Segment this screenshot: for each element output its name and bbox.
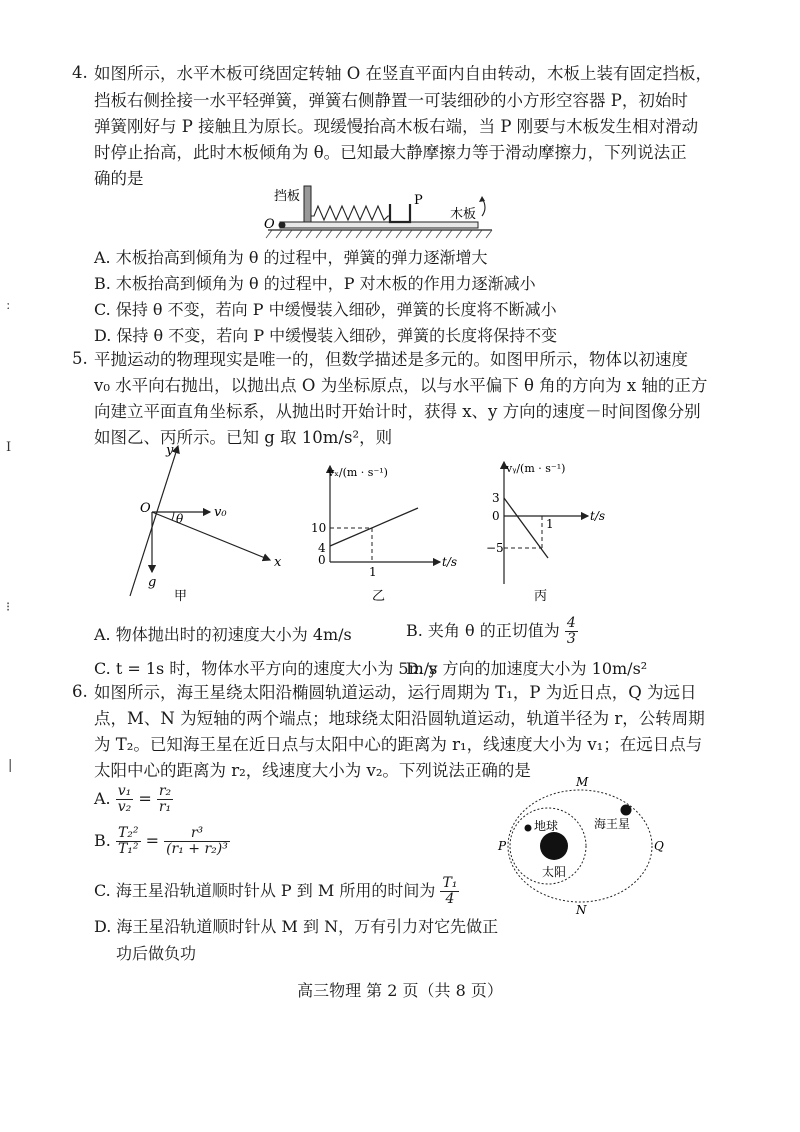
figure-caption: 甲 [174, 589, 188, 604]
question-text-line: 时停止抬高，此时木板倾角为 θ。已知最大静摩擦力等于滑动摩擦力，下列说法正 [94, 143, 687, 162]
figure-yi [310, 462, 470, 608]
denominator: r₁ [158, 799, 172, 815]
axis-label: y [166, 443, 174, 458]
denominator: 3 [566, 631, 576, 647]
spring-board-figure [250, 178, 500, 242]
question-number: 4. [72, 63, 88, 82]
earth-icon [525, 825, 532, 832]
option-b[interactable] [94, 826, 230, 857]
container-label: P [414, 193, 423, 208]
page-footer: 高三物理 第 2 页（共 8 页） [297, 981, 503, 1000]
question-number: 5. [72, 349, 88, 368]
margin-mark: ⁝ [6, 600, 11, 615]
option-d[interactable]: D. 保持 θ 不变，若向 P 中缓慢装入细砂，弹簧的长度将保持不变 [94, 326, 558, 345]
denominator: 4 [445, 891, 455, 907]
denominator: v₂ [117, 799, 132, 815]
pivot-icon [279, 222, 286, 229]
axis-label: vᵧ/(m · s⁻¹) [506, 462, 566, 475]
axis-label: t/s [442, 555, 458, 569]
figure-caption: 丙 [534, 589, 548, 604]
figure-bing [486, 458, 616, 608]
margin-mark: ː [6, 298, 11, 313]
question-text-line: v₀ 水平向右抛出，以抛出点 O 为坐标原点，以与水平偏下 θ 角的方向为 x 轴的正方 [94, 376, 708, 395]
tick-label: −5 [486, 541, 504, 555]
earth-label: 地球 [534, 819, 559, 833]
question-text-line: 向建立平面直角坐标系，从抛出时开始计时，获得 x、y 方向的速度－时间图像分别 [94, 402, 701, 421]
option-a[interactable]: A. 物体抛出时的初速度大小为 4m/s [94, 625, 352, 644]
pivot-label: O [264, 217, 275, 232]
option-b[interactable] [406, 616, 578, 647]
numerator: r³ [164, 826, 230, 842]
figure-jia [110, 440, 290, 606]
option-d-line: 功后做负功 [116, 944, 197, 963]
option-c[interactable]: C. t = 1s 时，物体水平方向的速度大小为 5m/s [94, 659, 438, 678]
option-label: B. [94, 831, 111, 850]
denominator: (r₁ + r₂)³ [166, 841, 228, 857]
point-label: M [576, 775, 589, 789]
tick-label: 1 [546, 517, 554, 531]
angle-label: θ [176, 512, 184, 526]
velocity-label: v₀ [214, 505, 227, 520]
option-c[interactable] [94, 876, 459, 907]
question-text-line: 挡板右侧拴接一水平轻弹簧，弹簧右侧静置一可装细砂的小方形空容器 P，初始时 [94, 91, 688, 110]
tick-label: 3 [492, 491, 500, 505]
question-text-line: 如图所示，水平木板可绕固定转轴 O 在竖直平面内自由转动，木板上装有固定挡板， [94, 64, 713, 83]
numerator: r₂ [158, 783, 172, 799]
option-label: A. [94, 789, 111, 808]
question-text-line: 点，M、N 为短轴的两个端点；地球绕太阳沿圆轨道运动，轨道半径为 r，公转周期 [94, 709, 705, 728]
axis-label: x [274, 555, 282, 570]
sun-label: 太阳 [542, 865, 567, 879]
axis-label: vₓ/(m · s⁻¹) [328, 466, 388, 479]
question-text-line: 太阳中心的距离为 r₂，线速度大小为 v₂。下列说法正确的是 [94, 761, 531, 780]
margin-mark: I [6, 440, 12, 455]
option-d[interactable] [94, 914, 498, 964]
tick-label: 0 [492, 509, 500, 523]
question-text-line: 如图乙、丙所示。已知 g 取 10m/s²，则 [94, 428, 393, 447]
numerator: v₁ [117, 783, 132, 799]
orbit-figure [496, 770, 666, 918]
numerator: 4 [566, 615, 576, 631]
question-text-line: 如图所示，海王星绕太阳沿椭圆轨道运动，运行周期为 T₁，P 为近日点，Q 为远日 [94, 683, 697, 702]
gravity-label: g [148, 575, 157, 590]
point-label: Q [654, 839, 664, 853]
option-b-text: B. 夹角 θ 的正切值为 [406, 621, 560, 640]
tick-label: 1 [369, 565, 377, 579]
board-label: 木板 [450, 207, 477, 222]
point-label: N [576, 903, 587, 917]
fraction [440, 876, 459, 907]
axis-label: t/s [590, 509, 606, 523]
option-d[interactable]: D. y 方向的加速度大小为 10m/s² [406, 659, 648, 678]
question-text-line: 为 T₂。已知海王星在近日点与太阳中心的距离为 r₁，线速度大小为 v₁；在远日点与 [94, 735, 703, 754]
spring-icon [311, 206, 390, 220]
sun-icon [540, 832, 568, 860]
equals-sign: = [145, 831, 159, 850]
neptune-icon [621, 805, 632, 816]
option-c-text: C. 海王星沿轨道顺时针从 P 到 M 所用的时间为 [94, 881, 436, 900]
fraction [565, 616, 578, 647]
numerator: T₁ [442, 875, 458, 891]
question-number: 6. [72, 682, 88, 701]
container-p-icon [390, 204, 410, 222]
option-c[interactable]: C. 保持 θ 不变，若向 P 中缓慢装入细砂，弹簧的长度将不断减小 [94, 300, 557, 319]
point-label: P [498, 839, 507, 853]
option-a[interactable] [94, 784, 173, 815]
question-text-line: 平抛运动的物理现实是唯一的，但数学描述是多元的。如图甲所示，物体以初速度 [94, 350, 688, 369]
tick-label: 10 [311, 521, 327, 535]
origin-label: O [140, 501, 151, 516]
fraction [116, 826, 141, 857]
equals-sign: = [138, 789, 152, 808]
option-b[interactable]: B. 木板抬高到倾角为 θ 的过程中，P 对木板的作用力逐渐减小 [94, 274, 536, 293]
question-text-line: 弹簧刚好与 P 接触且为原长。现缓慢抬高木板右端，当 P 刚要与木板发生相对滑动 [94, 117, 699, 136]
neptune-label: 海王星 [594, 817, 631, 831]
figure-caption: 乙 [372, 589, 386, 604]
question-text-line: 确的是 [94, 169, 144, 188]
fraction [116, 784, 134, 815]
margin-mark: | [8, 758, 13, 773]
denominator: T₁² [117, 841, 139, 857]
fraction [157, 784, 173, 815]
tick-label: 0 [318, 553, 326, 567]
option-a[interactable]: A. 木板抬高到倾角为 θ 的过程中，弹簧的弹力逐渐增大 [94, 248, 488, 267]
option-d-line: D. 海王星沿轨道顺时针从 M 到 N，万有引力对它先做正 [94, 917, 499, 936]
numerator: T₂² [117, 825, 139, 841]
fraction [164, 826, 230, 857]
tick-label: 4 [318, 541, 326, 555]
baffle-label: 挡板 [274, 189, 301, 204]
